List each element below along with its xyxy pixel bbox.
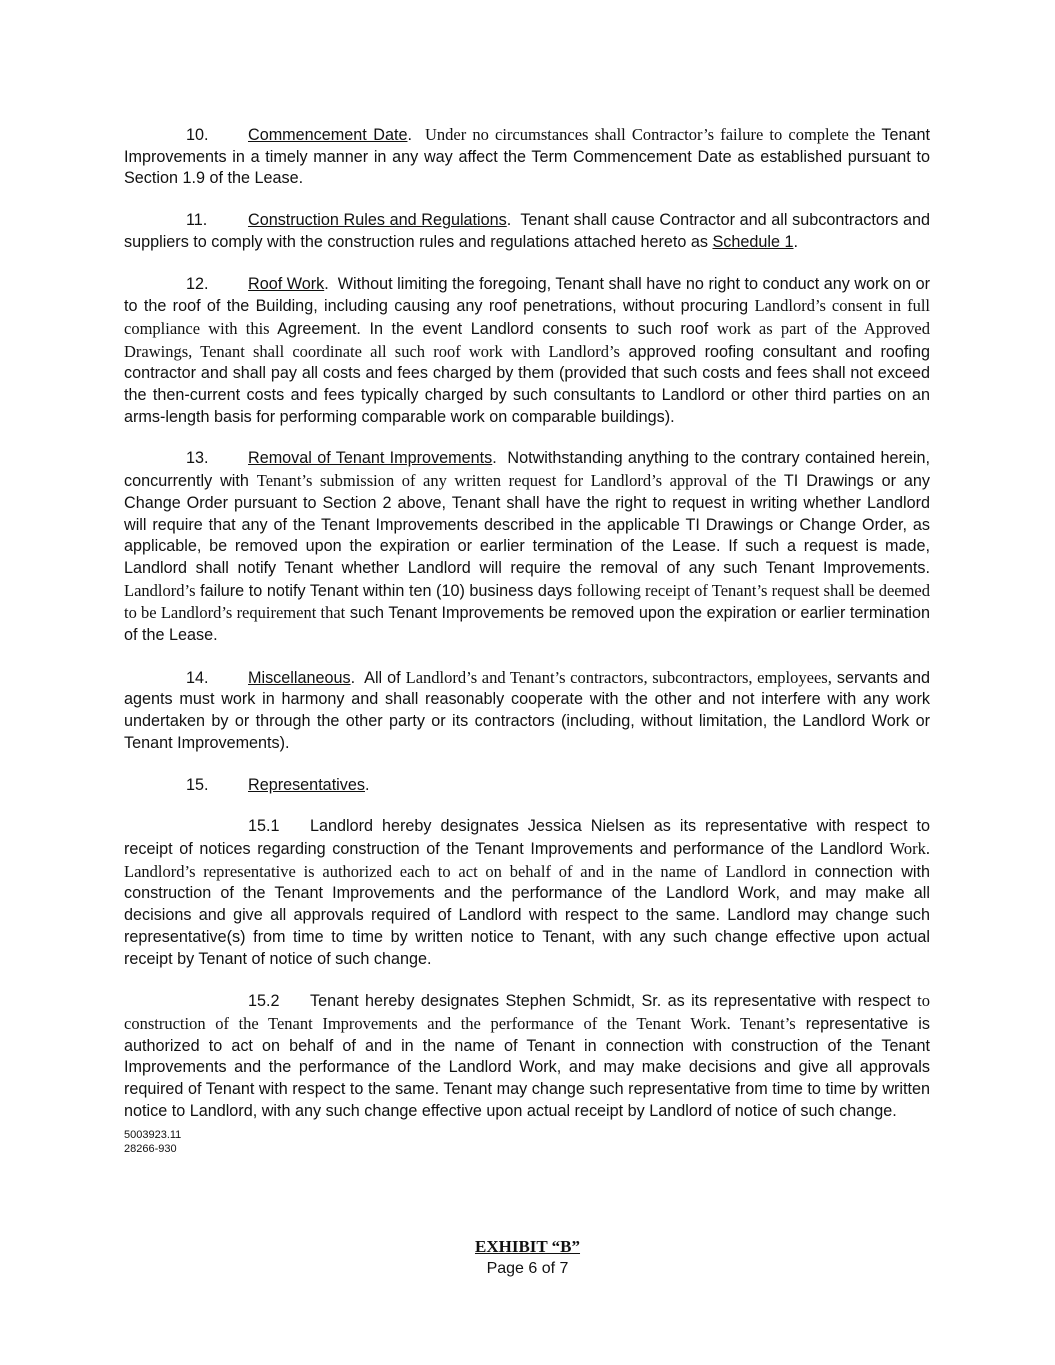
section-text: connection with construction of the Tenant Improvements and the performance of the Landlord Work, and may make all decisions and give all approvals required of Landlord with respect to the same. Landlord may change such representative(s) from time to time by written notice to Tenant, with any such change effective upon actual receipt by Tenant of notice of such change. [124,862,930,968]
section-text: TI Drawings or any Change Order pursuant to Section 2 above, Tenant shall have the right to request in writing whether Landlord will require that any of the Tenant Improvements described in the applicable TI Drawings or Change Order, as applicable, be removed upon the expiration or earlier termination of the Lease. If such a request is made, Landlord shall notify Tenant whether Landlord will require the removal of any such Tenant Improvements. [124,472,930,577]
section-number: 15.2 [248,992,280,1011]
section-text: Notwithstanding anything to the contrary contained herein, concurrently with [124,449,930,491]
section-text: Tenant hereby designates Stephen Schmidt, Sr. as its representative with respect [310,992,911,1011]
section-text: failure to notify Tenant within ten (10) business days [200,581,573,600]
document-id [124,1128,930,1156]
section-heading: Construction Rules and Regulations [248,211,507,230]
section-text: Under no circumstances shall Contractor’s failure to complete the [425,125,876,144]
section-text: Landlord hereby designates Jessica Nielsen as its representative with respect to receipt of notices regarding construction of the Tenant Improvements and performance of the Landlord [124,817,930,858]
section-text: Landlord’s consent in full compliance with this [124,296,931,338]
section-text: Landlord’s [124,580,196,600]
section-text: Tenant shall cause Contractor and all subcontractors and suppliers to comply with the construction rules and regulations attached hereto as [124,211,931,251]
section-14: 14. Miscellaneous. All of Landlord’s and Tenant’s contractors, subcontractors, employees, servants and agents must work in harmony and shall reasonably cooperate with the other and not interfere with any work undertaken by or through the other party or its contractors (including, without limitation, the Landlord Work or Tenant Improvements). [124,667,931,752]
page-number: Page 6 of 7 [486,1260,569,1277]
section-11: 11. Construction Rules and Regulations. Tenant shall cause Contractor and all subcontractors and suppliers to comply with the construction rules and regulations attached hereto as Schedule 1. [124,211,931,251]
section-text: Agreement. In the event Landlord consents to such roof [277,319,709,338]
section-number: 11. [186,211,208,230]
section-text: Work. Landlord’s representative is authorized each to act on behalf of and in the name of Landlord in [124,838,931,881]
document-id-line: 5003923.11 [124,1129,182,1142]
section-15: 15. Representatives. [124,775,930,797]
section-heading: Roof Work [248,274,325,293]
section-text: approved roofing consultant and roofing contractor and shall pay all costs and fees charged by them (provided that such costs and fees shall not exceed the then-current costs and fees typically charged by such consultants to Landlord or other third parties on an arms-length basis for performing comparable work on comparable buildings). [124,342,930,426]
section-heading: Removal of Tenant Improvements [248,449,493,468]
section-13: 13. Removal of Tenant Improvements. Notwithstanding anything to the contrary contained herein, concurrently with Tenant’s submission of any written request for Landlord’s approval of the TI Drawings or any Change Order pursuant to Section 2 above, Tenant shall have the right to request in writing whether Landlord will require that any of the Tenant Improvements described in the applicable TI Drawings or Change Order, as applicable, be removed upon the expiration or earlier termination of the Lease. If such a request is made, Landlord shall notify Tenant whether Landlord will require the removal of any such Tenant Improvements. Landlord’s failure to notify Tenant within ten (10) business days following receipt of Tenant’s request shall be deemed to be Landlord’s requirement that such Tenant Improvements be removed upon the expiration or earlier termination of the Lease. [124,449,931,645]
section-text: such Tenant Improvements be removed upon the expiration or earlier termination of the Lease. [124,604,931,645]
section-text: work as part of the Approved Drawings, Tenant shall coordinate all such roof work with Landlord’s [124,318,930,361]
section-text: following receipt of Tenant’s request shall be deemed to be Landlord’s requirement that [124,580,930,623]
section-12: 12. Roof Work. Without limiting the foregoing, Tenant shall have no right to conduct any work on or to the roof of the Building, including causing any roof penetrations, without procuring Landlord’s consent in full compliance with this Agreement. In the event Landlord consents to such roof work as part of the Approved Drawings, Tenant shall coordinate all such roof work with Landlord’s approved roofing consultant and roofing contractor and shall pay all costs and fees charged by them (provided that such costs and fees shall not exceed the then-current costs and fees typically charged by such consultants to Landlord or other third parties on an arms-length basis for performing comparable work on comparable buildings). [124,274,931,426]
section-text: servants and agents must work in harmony and shall reasonably cooperate with the other and not interfere with any work undertaken by or through the other party or its contractors (including, without limitation, the Landlord Work or Tenant Improvements). [124,668,931,752]
section-number: 15. [186,775,209,794]
section-10: 10. Commencement Date. Under no circumstances shall Contractor’s failure to complete the Tenant Improvements in a timely manner in any way affect the Term Commencement Date as established pursuant to Section 1.9 of the Lease. [124,125,930,188]
schedule-reference: Schedule 1 [712,232,794,251]
section-text: Tenant’s submission of any written request for Landlord’s approval of the [256,471,777,491]
section-text: to construction of the Tenant Improvements and the performance of the Tenant Work. Tenant’s [124,991,931,1033]
section-number: 14. [186,668,209,687]
section-number: 13. [186,449,209,468]
section-heading: Miscellaneous [248,668,351,687]
section-15-1 [124,816,930,970]
section-text: Landlord’s and Tenant’s contractors, subcontractors, employees, [405,667,832,687]
section-text: Tenant Improvements in a timely manner in any way affect the Term Commencement Date as established pursuant to Section 1.9 of the Lease. [124,126,930,188]
document-body [124,124,930,1156]
section-text: All of [364,668,401,687]
section-number: 15.1 [248,817,280,836]
document-id-line: 28266-930 [124,1143,177,1156]
page-footer [0,1236,1055,1280]
exhibit-label: EXHIBIT “B” [474,1237,581,1256]
section-heading: Commencement Date [248,126,408,144]
section-number: 10. [186,126,209,144]
section-heading: Representatives [248,775,365,794]
section-text: representative is authorized to act on behalf of and in the name of Tenant in connection with construction of the Tenant Improvements and the performance of the Landlord Work, and may make decisions and give all approvals required of Tenant with respect to the same. Tenant may change such representative from time to time by written notice to Landlord, with any such change effective upon actual receipt by Landlord of notice of such change. [124,1014,930,1120]
section-15-2 [124,990,930,1122]
section-text: Without limiting the foregoing, Tenant shall have no right to conduct any work on or to the roof of the Building, including causing any roof penetrations, without procuring [124,274,930,316]
section-number: 12. [186,274,209,293]
